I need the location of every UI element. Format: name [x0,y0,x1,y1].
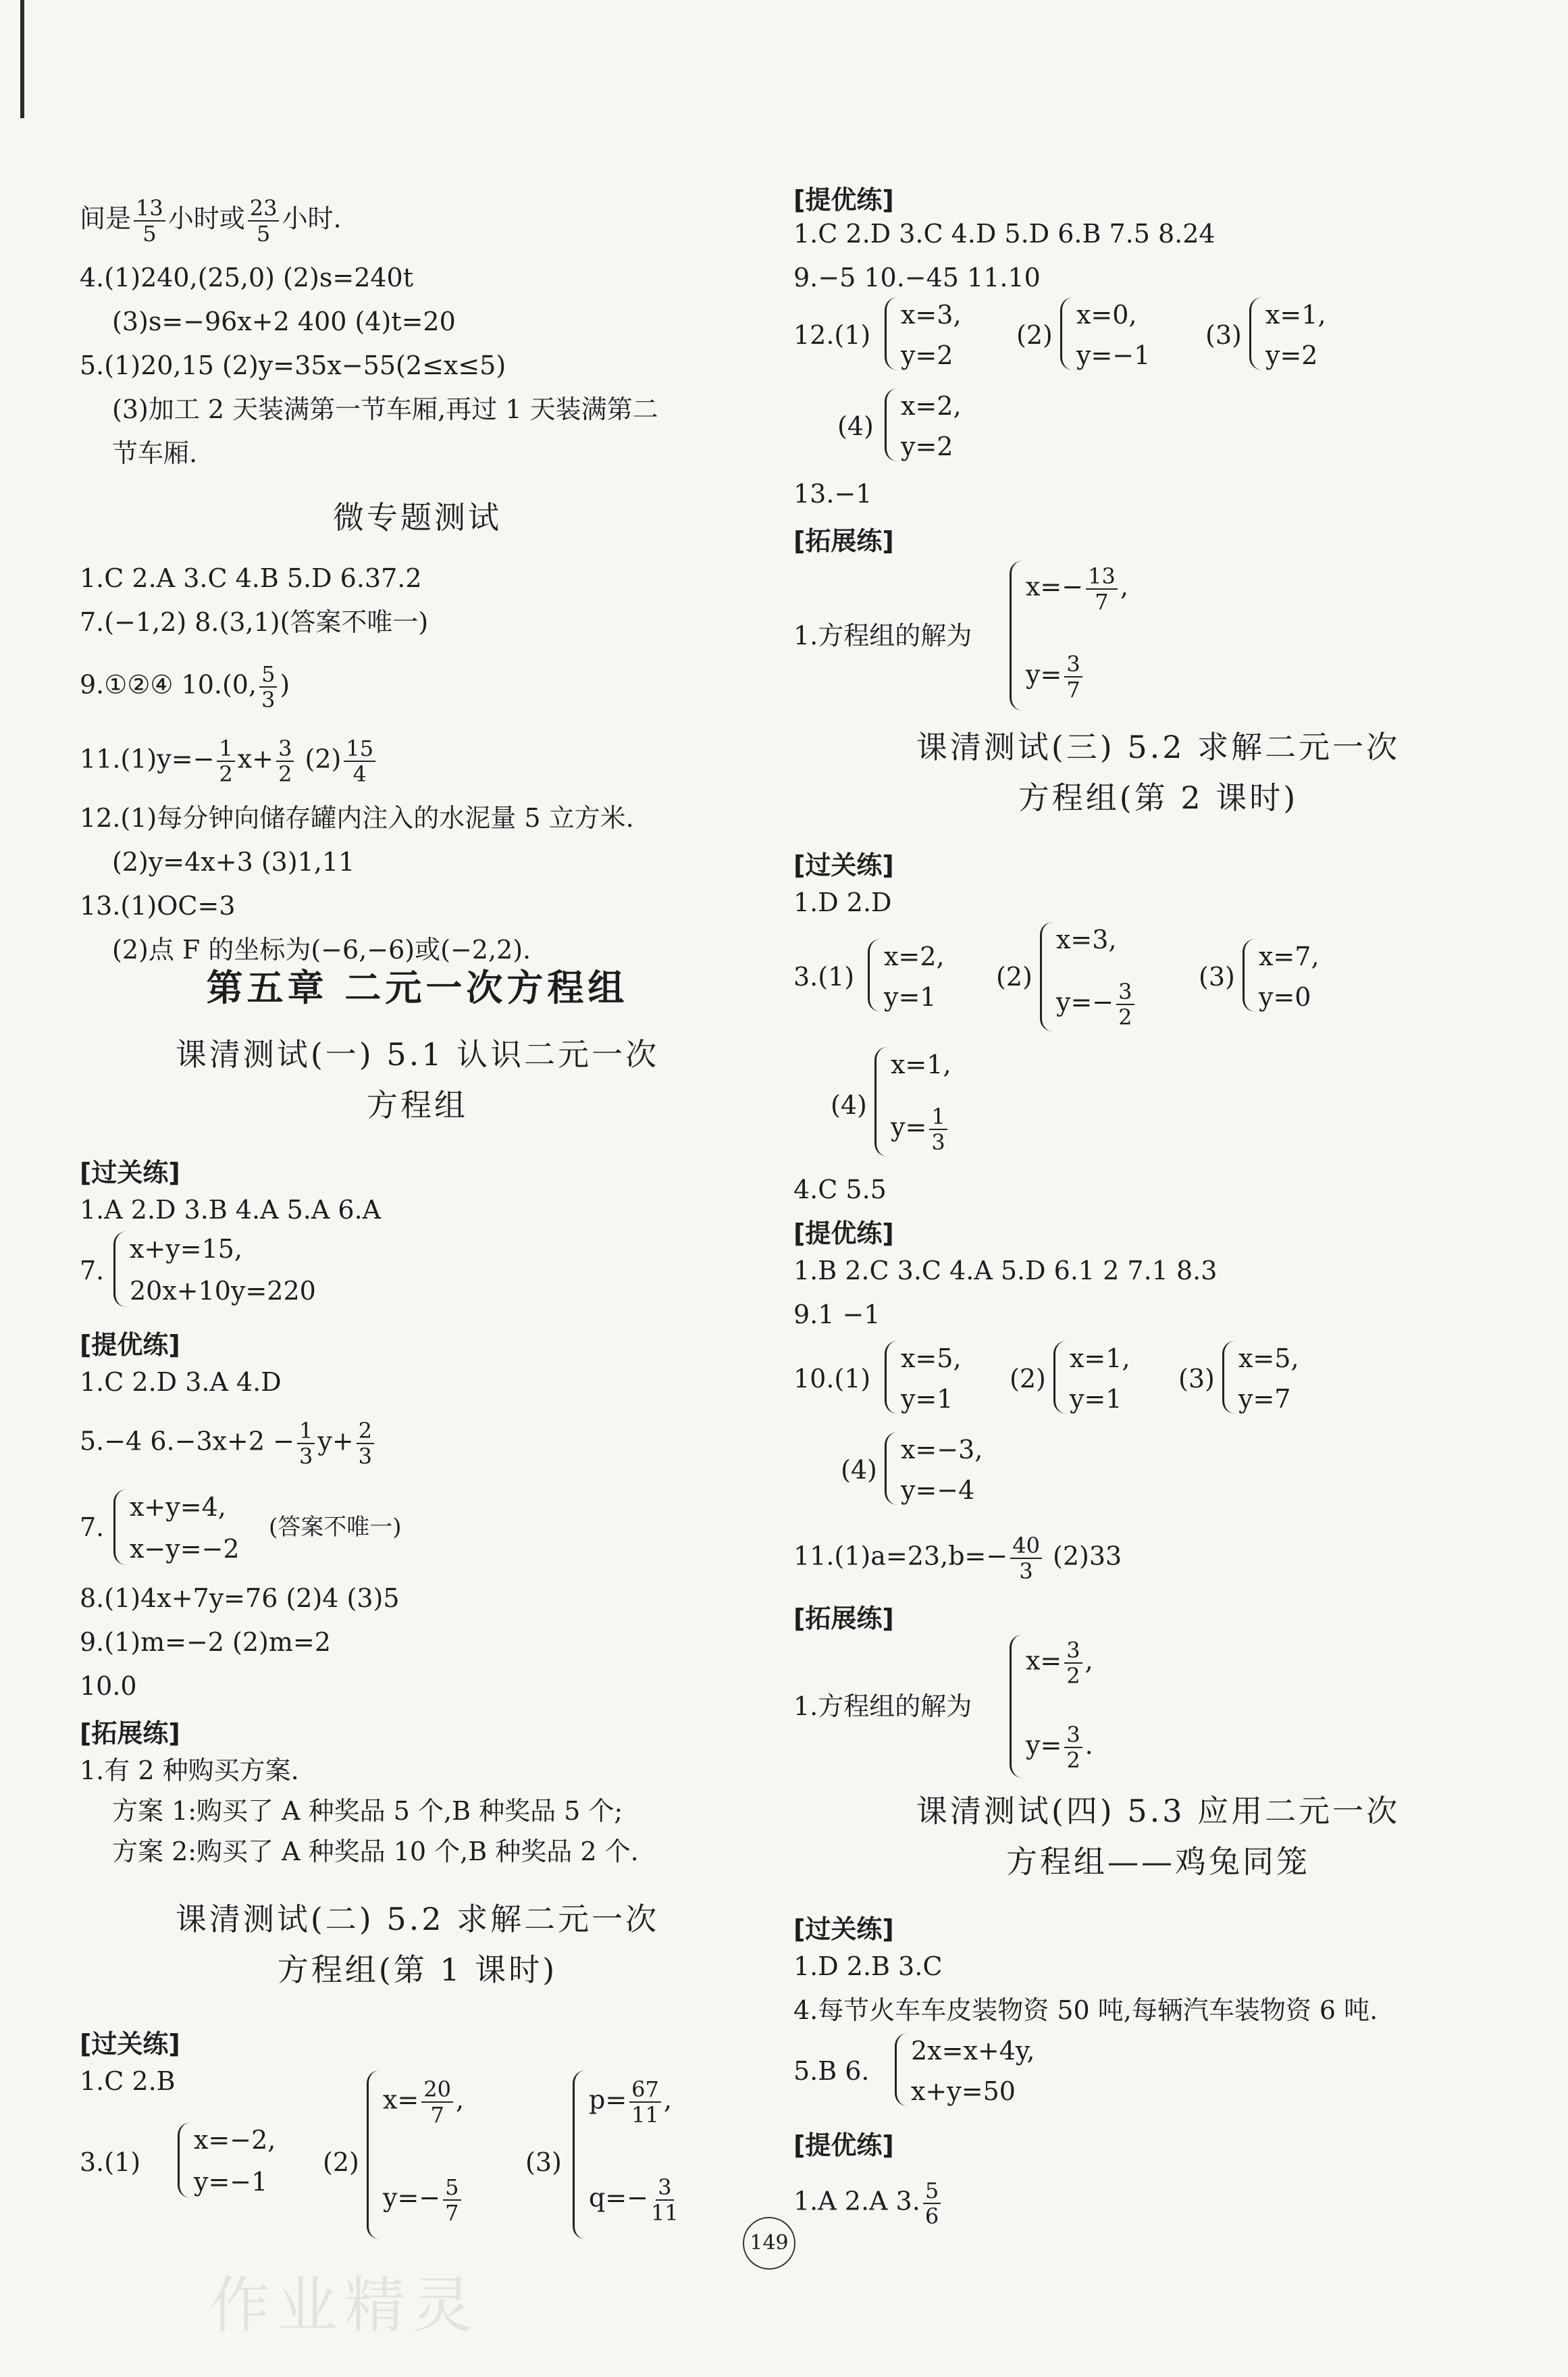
test-title: 课清测试(一) 5.1 认识二元一次 [175,1036,660,1073]
answer-line: (3)加工 2 天装满第一节车厢,再过 1 天装满第二 [112,394,658,424]
answer-line: 10.0 [80,1671,137,1701]
answer-label: 3.(1) [793,962,855,992]
answer-line: 1.有 2 种购买方案. [80,1756,299,1785]
fraction: $\frac{5}{7}$ [443,2175,461,2225]
answer-line: (2)y=4x+3 (3)1,11 [112,847,355,877]
answer-line: 5.(1)20,15 (2)y=35x−55(2≤x≤5) [80,351,506,380]
equation-system: x=1, y=2 [1249,297,1384,375]
test-title: 方程组(第 1 课时) [277,1951,558,1988]
equation-system: x=−3, y=−4 [885,1432,1033,1510]
test-title: 方程组(第 2 课时) [1018,779,1299,816]
answer-label: 7. [80,1512,105,1542]
answer-line: 1.D 2.D [793,888,892,917]
answer-line: 9.(1)m=−2 (2)m=2 [80,1627,331,1657]
answer-line: 7.(−1,2) 8.(3,1)(答案不唯一) [80,607,429,637]
equation-system: x=7, y=0 [1243,939,1364,1017]
equation-system: x+y=4, x−y=−2 (答案不唯一) [113,1489,451,1570]
fraction: $\frac{1}{3}$ [297,1418,315,1468]
test-title: 方程组 [367,1087,468,1123]
answer-label: (2) [323,2147,359,2177]
fraction: $\frac{1}{3}$ [929,1104,947,1154]
fraction: $\frac{67}{11}$ [629,2077,661,2127]
equation-system: x=5, y=7 [1222,1341,1344,1418]
answer-line: (3)s=−96x+2 400 (4)t=20 [112,307,456,336]
fraction: $\frac{15}{4}$ [344,736,375,786]
equation-system: x=5, y=1 [885,1341,1006,1418]
equation-system: x+y=15, 20x+10y=220 [113,1231,384,1312]
answer-line: 1.C 2.D 3.A 4.D [80,1367,282,1397]
section-label: [过关练] [793,1914,894,1944]
answer-label: (3) [1178,1364,1215,1394]
answer-line: 1.A 2.D 3.B 4.A 5.A 6.A [80,1195,382,1225]
answer-line: 4.C 5.5 [793,1175,887,1204]
answer-label: 12.(1) [793,320,871,350]
answer-line: 12.(1)每分钟向储存罐内注入的水泥量 5 立方米. [80,803,634,833]
section-title: 微专题测试 [333,499,502,536]
answer-label: 10.(1) [793,1364,871,1394]
equation-system: x=−2, y=−1 [178,2122,313,2203]
equation-system: x=0, y=−1 [1060,297,1195,375]
fraction: $\frac{40}{3}$ [1010,1533,1042,1583]
answer-label: (2) [996,962,1033,992]
answer-line: 1.D 2.B 3.C [793,1951,943,1981]
fraction: $\frac{3}{2}$ [276,736,294,786]
page-edge-rule [20,0,24,118]
test-title: 课清测试(四) 5.3 应用二元一次 [916,1793,1401,1829]
answer-line: 1.C 2.A 3.C 4.B 5.D 6.37.2 [80,563,422,593]
answer-label: 3.(1) [80,2147,141,2177]
equation-system: 2x=x+4y, x+y=50 [895,2033,1097,2111]
section-label: [过关练] [80,2029,180,2059]
answer-line: 1.C 2.B [80,2066,176,2096]
fraction: $\frac{3}{2}$ [1116,979,1134,1029]
equation-system: x=− $\frac{13}{7}$ , y= $\frac{3}{7}$ [1010,561,1212,716]
answer-line: 13.(1)OC=3 [80,891,236,921]
answer-line: 9.−5 10.−45 11.10 [793,263,1041,292]
answer-line: 方案 2:购买了 A 种奖品 10 个,B 种奖品 2 个. [112,1837,639,1866]
answer-line: 8.(1)4x+7y=76 (2)4 (3)5 [80,1583,400,1613]
answer-line: 11.(1)y=− $\frac{1}{2}$ x+ $\frac{3}{2}$ (2) $\frac{15}{4}$ [80,736,378,786]
fraction: $\frac{13}{5}$ [134,196,165,246]
answer-label: (4) [831,1090,867,1120]
answer-line: 4.(1)240,(25,0) (2)s=240t [80,263,413,292]
section-label: [过关练] [793,850,894,880]
answer-label: (2) [1016,320,1053,350]
answer-line: 节车厢. [112,438,198,468]
fraction: $\frac{13}{7}$ [1086,564,1118,614]
test-title: 课清测试(三) 5.2 求解二元一次 [916,729,1401,765]
answer-label: (2) [1010,1364,1046,1394]
section-label: [拓展练] [793,526,894,556]
section-label: [提优练] [80,1330,180,1360]
answer-line: 间是 $\frac{13}{5}$ 小时或 $\frac{23}{5}$ 小时. [80,195,342,247]
answer-line: 1.方程组的解为 [793,621,972,650]
equation-system: p= $\frac{67}{11}$ , q=− $\frac{3}{11}$ [573,2070,735,2246]
equation-system: x=3, y=2 [885,297,1020,375]
fraction: $\frac{23}{5}$ [248,196,280,246]
answer-line: 1.A 2.A 3. $\frac{5}{6}$ [793,2178,943,2228]
answer-line: 5.−4 6.−3x+2 − $\frac{1}{3}$ y+ $\frac{2}{3}$ [80,1418,377,1468]
page-number: 149 [743,2217,795,2270]
answer-label: (4) [841,1455,877,1485]
equation-system: x= $\frac{20}{7}$ , y=− $\frac{5}{7}$ [367,2070,515,2246]
fraction: $\frac{3}{2}$ [1064,1638,1082,1688]
answer-label: (3) [525,2147,562,2177]
equation-system: x=2, y=1 [868,939,989,1017]
answer-line: 1.C 2.D 3.C 4.D 5.D 6.B 7.5 8.24 [793,219,1216,249]
answer-line: 1.B 2.C 3.C 4.A 5.D 6.1 2 7.1 8.3 [793,1256,1218,1285]
fraction: $\frac{3}{2}$ [1064,1722,1082,1772]
fraction: $\frac{3}{11}$ [651,2174,679,2226]
section-label: [提优练] [793,185,894,215]
equation-system: x= $\frac{3}{2}$ , y= $\frac{3}{2}$ . [1010,1635,1185,1783]
answer-line: 13.−1 [793,479,872,509]
section-label: [提优练] [793,1219,894,1248]
watermark-text: 作业精灵 [209,2270,479,2341]
answer-label: (3) [1205,320,1242,350]
answer-label: (4) [837,411,874,441]
fraction: $\frac{3}{7}$ [1064,652,1082,702]
section-label: [过关练] [80,1158,180,1187]
answer-line: 4.每节火车车皮装物资 50 吨,每辆汽车装物资 6 吨. [793,1995,1378,2025]
fraction: $\frac{1}{2}$ [217,736,234,786]
equation-system: x=1, y= $\frac{1}{3}$ [874,1047,1010,1162]
answer-line: 9.①②④ 10.(0, $\frac{5}{3}$ ) [80,661,290,713]
answer-label: (3) [1199,962,1235,992]
answer-line: 9.1 −1 [793,1300,881,1329]
answer-line: 方案 1:购买了 A 种奖品 5 个,B 种奖品 5 个; [112,1796,623,1826]
answer-line: 1.方程组的解为 [793,1691,972,1721]
fraction: $\frac{5}{6}$ [923,2178,941,2228]
section-label: [拓展练] [793,1604,894,1633]
test-title: 方程组——鸡兔同笼 [1006,1843,1310,1880]
section-label: [提优练] [793,2130,894,2160]
answer-line: 5.B 6. [793,2056,870,2086]
answer-line: (2)点 F 的坐标为(−6,−6)或(−2,2). [112,935,531,965]
equation-system: x=1, y=1 [1053,1341,1175,1418]
answer-label: 7. [80,1256,105,1285]
answer-line: 11.(1)a=23,b=− $\frac{40}{3}$ (2)33 [793,1533,1122,1584]
fraction: $\frac{5}{3}$ [259,662,277,712]
equation-system: x=3, y=− $\frac{3}{2}$ [1040,922,1195,1037]
test-title: 课清测试(二) 5.2 求解二元一次 [175,1901,660,1937]
fraction: $\frac{2}{3}$ [357,1418,374,1468]
chapter-title: 第五章 二元一次方程组 [206,966,629,1009]
section-label: [拓展练] [80,1718,180,1748]
equation-system: x=2, y=2 [885,388,1020,466]
fraction: $\frac{20}{7}$ [421,2077,453,2127]
